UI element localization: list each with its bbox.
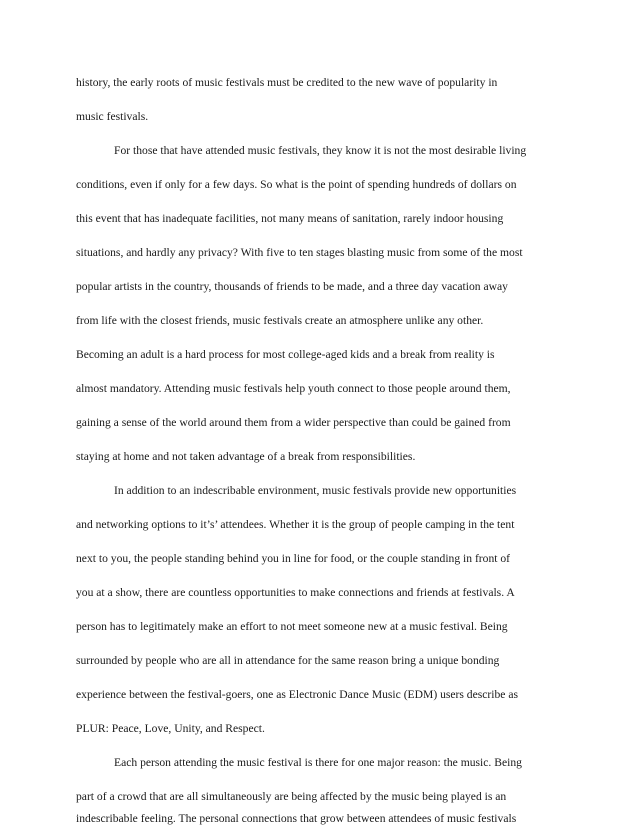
text-line: surrounded by people who are all in attendance for the same reason bring a unique bonding: [76, 654, 500, 667]
text-line: conditions, even if only for a few days. So what is the point of spending hundreds of dollars on: [76, 178, 517, 191]
text-line: PLUR: Peace, Love, Unity, and Respect.: [76, 722, 265, 735]
text-line: and networking options to it’s’ attendees. Whether it is the group of people camping in the tent: [76, 518, 515, 531]
text-line: Becoming an adult is a hard process for most college-aged kids and a break from reality is: [76, 348, 495, 361]
text-line: gaining a sense of the world around them from a wider perspective than could be gained from: [76, 416, 511, 429]
paragraph-first-line: In addition to an indescribable environment, music festivals provide new opportunities: [114, 484, 517, 497]
paragraph-first-line: For those that have attended music festivals, they know it is not the most desirable living: [114, 144, 527, 157]
text-line: this event that has inadequate facilities, not many means of sanitation, rarely indoor housing: [76, 212, 504, 225]
text-line: you at a show, there are countless opportunities to make connections and friends at festivals. A: [76, 586, 515, 599]
text-line: from life with the closest friends, music festivals create an atmosphere unlike any other.: [76, 314, 484, 327]
text-line: history, the early roots of music festivals must be credited to the new wave of popularity in: [76, 76, 498, 89]
text-line: part of a crowd that are all simultaneously are being affected by the music being played is an: [76, 790, 507, 803]
text-line: staying at home and not taken advantage of a break from responsibilities.: [76, 450, 416, 463]
text-line: experience between the festival-goers, one as Electronic Dance Music (EDM) users describe as: [76, 688, 518, 701]
text-line: next to you, the people standing behind you in line for food, or the couple standing in front of: [76, 552, 511, 565]
text-line: almost mandatory. Attending music festivals help youth connect to those people around them,: [76, 382, 511, 395]
text-line: indescribable feeling. The personal connections that grow between attendees of music festivals: [76, 812, 517, 825]
text-line: situations, and hardly any privacy? With five to ten stages blasting music from some of the most: [76, 246, 523, 259]
paragraph-first-line: Each person attending the music festival is there for one major reason: the music. Being: [114, 756, 522, 769]
text-line: person has to legitimately make an effort to not meet someone new at a music festival. Being: [76, 620, 508, 633]
text-line: popular artists in the country, thousands of friends to be made, and a three day vacation away: [76, 280, 508, 293]
text-line: music festivals.: [76, 110, 149, 123]
